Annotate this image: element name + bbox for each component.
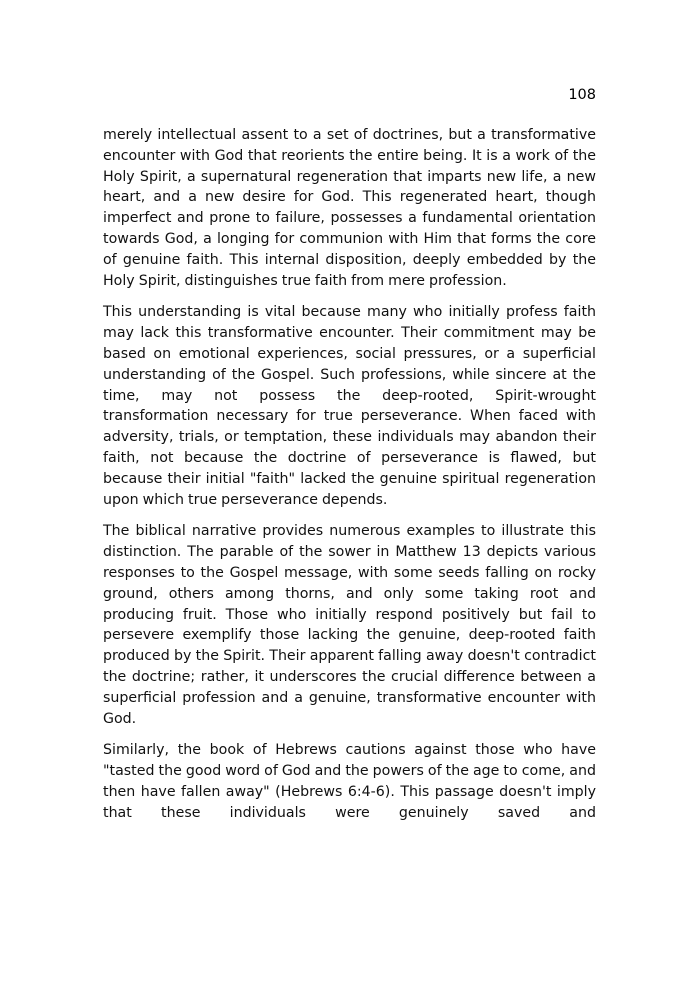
paragraph-3: The biblical narrative provides numerous examples to illustrate this distinction. The parable of the sower in Matthew 13 depicts various responses to the Gospel message, with some seeds falling on rocky ground, others among thorns, and only some taking root and producing fruit. Those who initially respond positively but fail to persevere exemplify those lacking the genuine, deep-rooted faith produced by the Spirit. Their apparent falling away doesn't contradict the doctrine; rather, it underscores the crucial difference between a superficial profession and a genuine, transformative encounter with God. xyxy=(103,523,596,727)
body-text xyxy=(103,125,596,835)
paragraph-4: Similarly, the book of Hebrews cautions against those who have "tasted the good word of God and the powers of the age to come, and then have fallen away" (Hebrews 6:4-6). This passage doesn't imply that these individuals were genuinely saved and xyxy=(103,742,596,821)
paragraph-1: merely intellectual assent to a set of doctrines, but a transformative encounter with God that reorients the entire being. It is a work of the Holy Spirit, a supernatural regeneration that imparts new life, a new heart, and a new desire for God. This regenerated heart, though imperfect and prone to failure, possesses a fundamental orientation towards God, a longing for communion with Him that forms the core of genuine faith. This internal disposition, deeply embedded by the Holy Spirit, distinguishes true faith from mere profession. xyxy=(103,127,596,289)
paragraph-2: This understanding is vital because many who initially profess faith may lack this transformative encounter. Their commitment may be based on emotional experiences, social pressures, or a superficial understanding of the Gospel. Such professions, while sincere at the time, may not possess the deep-rooted, Spirit-wrought transformation necessary for true perseverance. When faced with adversity, trials, or temptation, these individuals may abandon their faith, not because the doctrine of perseverance is flawed, but because their initial "faith" lacked the genuine spiritual regeneration upon which true perseverance depends. xyxy=(103,304,596,508)
page-number: 108 xyxy=(568,87,596,103)
